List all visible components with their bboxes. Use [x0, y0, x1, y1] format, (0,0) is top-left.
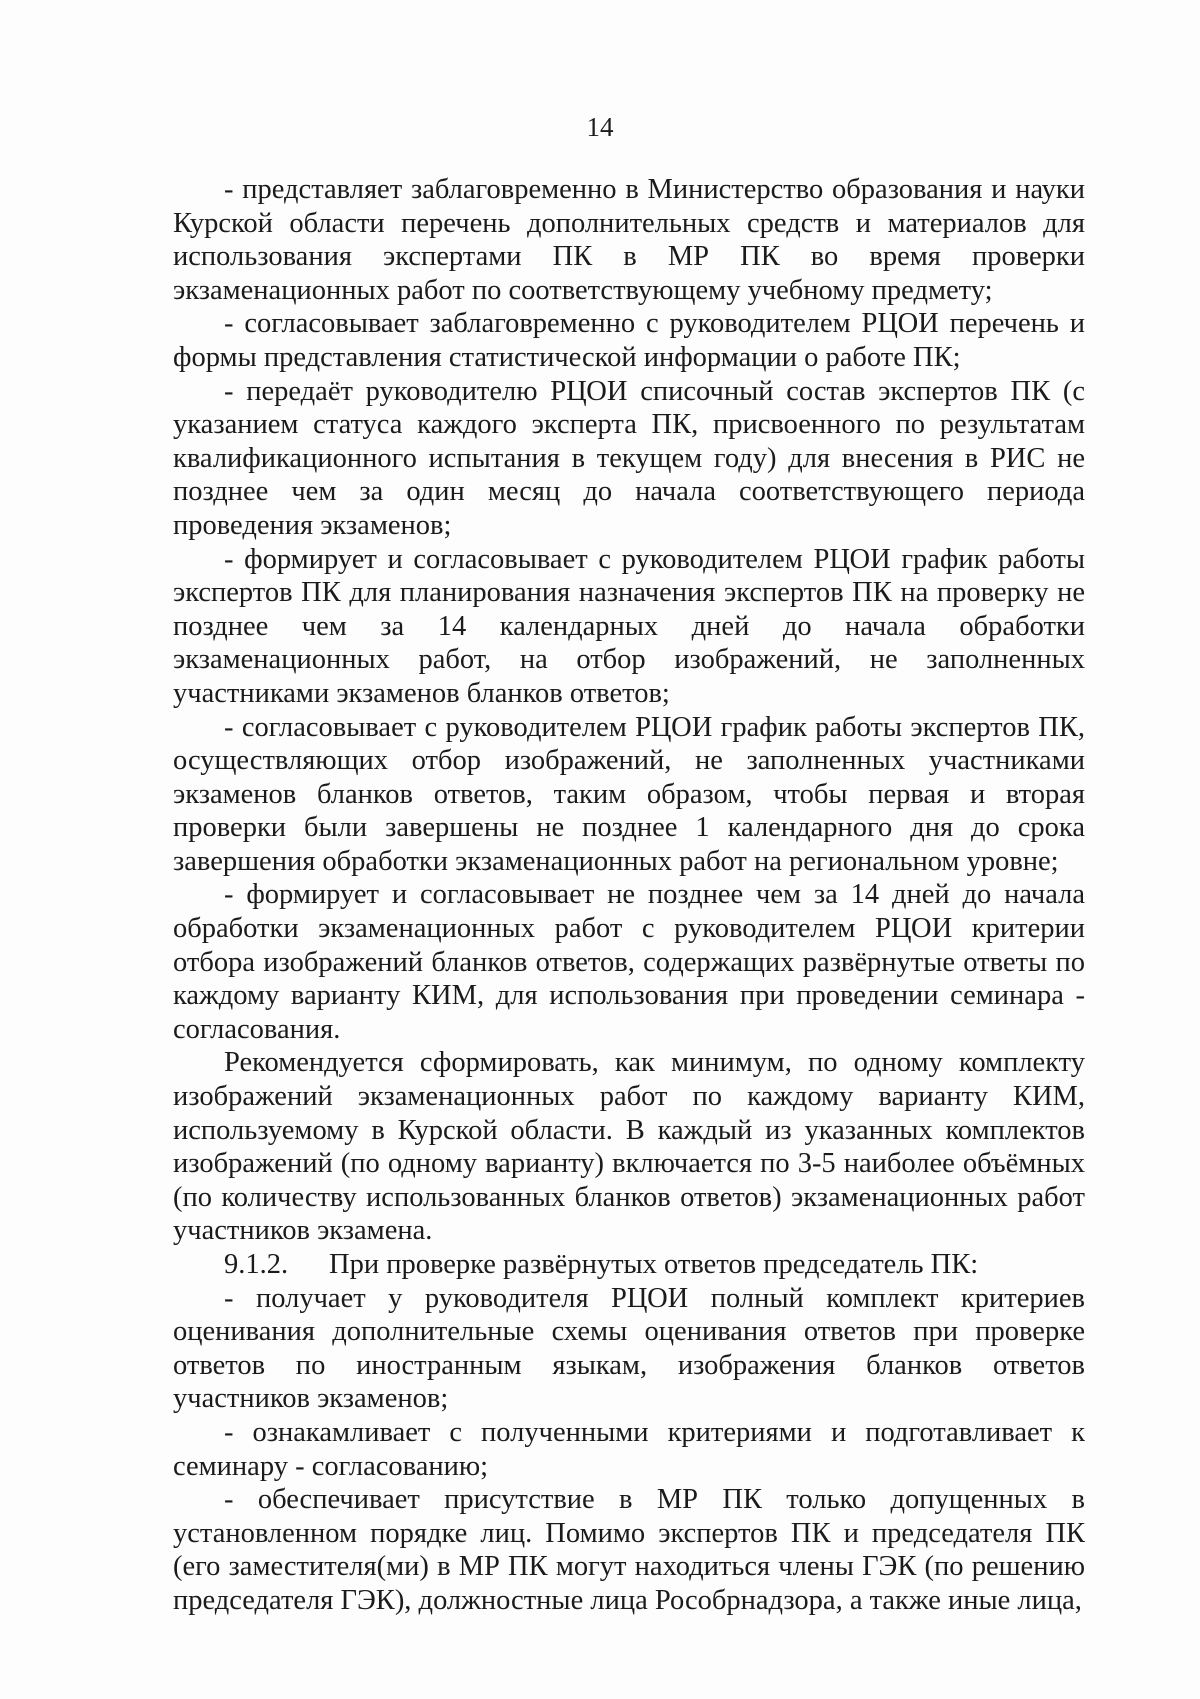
paragraph-1: - представляет заблаговременно в Министерство образования и науки Курской области перечень дополнительных средств и материалов для использования экспертами ПК в МР ПК во время проверки экзаменационных работ по соответствующему учебному предмету; — [173, 174, 1085, 306]
section-number: 9.1.2. — [224, 1249, 289, 1280]
section-heading-text: При проверке развёрнутых ответов председатель ПК: — [329, 1249, 979, 1280]
section-item-2: - ознакамливает с полученными критериями и подготавливает к семинару - согласованию; — [173, 1416, 1085, 1482]
paragraph-3: - передаёт руководителю РЦОИ списочный состав экспертов ПК (с указанием статуса каждого эксперта ПК, присвоенного по результатам квалификационного испытания в текущем году) для внесения в РИС не позднее чем за один месяц до начала соответствующего периода проведения экзаменов; — [173, 375, 1085, 541]
section-item-1: - получает у руководителя РЦОИ полный комплект критериев оценивания дополнительные схемы оценивания ответов при проверке ответов по иностранным языкам, изображения бланков ответов участников экзаменов; — [173, 1282, 1085, 1415]
paragraph-6: - формирует и согласовывает не позднее чем за 14 дней до начала обработки экзаменационных работ с руководителем РЦОИ критерии отбора изображений бланков ответов, содержащих развёрнутые ответы по каждому варианту КИМ, для использования при проведении семинара - согласования. — [173, 879, 1085, 1045]
paragraph-2: - согласовывает заблаговременно с руководителем РЦОИ перечень и формы представления статистической информации о работе ПК; — [173, 308, 1085, 373]
paragraph-recommendation: Рекомендуется сформировать, как минимум, по одному комплекту изображений экзаменационных работ по каждому варианту КИМ, используемому в Курской области. В каждый из указанных комплектов изображений (по одному варианту) включается по 3-5 наиболее объёмных (по количеству использованных бланков ответов) экзаменационных работ участников экзамена. — [173, 1047, 1085, 1247]
page-number: 14 — [586, 112, 614, 142]
paragraph-5: - согласовывает с руководителем РЦОИ график работы экспертов ПК, осуществляющих отбор изображений, не заполненных участниками экзаменов бланков ответов, таким образом, чтобы первая и вторая проверки были завершены не позднее 1 календарного дня до срока завершения обработки экзаменационных работ на региональном уровне; — [173, 711, 1085, 877]
document-body — [173, 173, 1085, 1618]
paragraph-4: - формирует и согласовывает с руководителем РЦОИ график работы экспертов ПК для планирования назначения экспертов ПК на проверку не позднее чем за 14 календарных дней до начала обработки экзаменационных работ, на отбор изображений, не заполненных участниками экзаменов бланков ответов; — [173, 543, 1085, 709]
section-heading — [173, 1248, 1085, 1282]
section-item-3: - обеспечивает присутствие в МР ПК только допущенных в установленном порядке лиц. Помимо экспертов ПК и председателя ПК (его заместителя(ми) в МР ПК могут находиться члены ГЭК (по решению председателя ГЭК), должностные лица Рособрнадзора, а также иные лица, — [173, 1484, 1085, 1616]
